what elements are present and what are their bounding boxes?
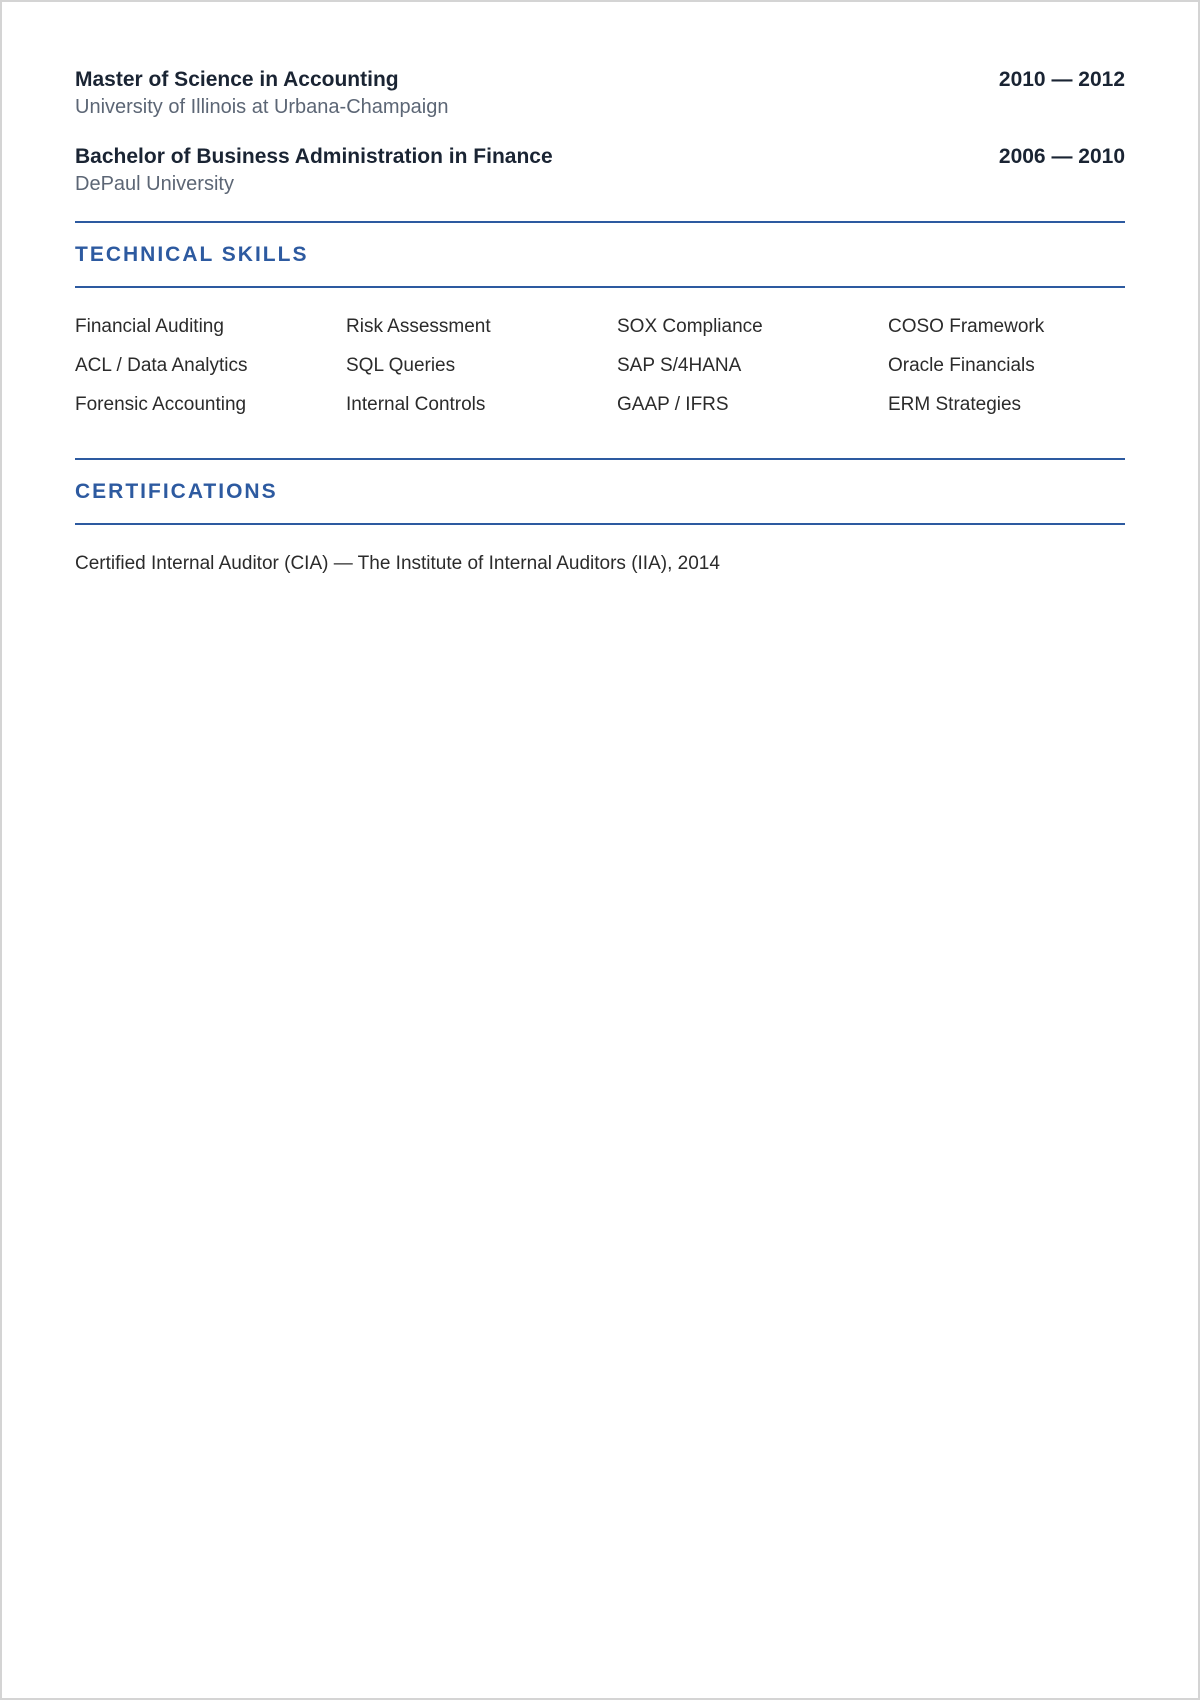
education-section [75, 66, 1125, 197]
skill-item: Forensic Accounting [75, 394, 247, 415]
certification-item: Certified Internal Auditor (CIA) — The Institute of Internal Auditors (IIA), 2014 [75, 553, 720, 574]
education-dates: 2006 — 2010 [998, 145, 1125, 168]
skill-item: Oracle Financials [888, 355, 1035, 376]
degree-title: Master of Science in Accounting [75, 68, 399, 91]
skill-item: Financial Auditing [75, 316, 224, 337]
skill-item: SQL Queries [346, 355, 456, 376]
skill-item: Risk Assessment [346, 316, 491, 337]
skill-item: GAAP / IFRS [617, 394, 729, 415]
skills-grid [75, 288, 1125, 458]
section-title-certifications: CERTIFICATIONS [75, 480, 278, 503]
education-entry-header [75, 143, 1125, 171]
certification-list [75, 525, 1125, 578]
skill-item: ERM Strategies [888, 394, 1022, 415]
section-title-technical-skills: TECHNICAL SKILLS [75, 243, 309, 266]
education-entry [75, 143, 1125, 197]
degree-title: Bachelor of Business Administration in Finance [75, 145, 553, 168]
skill-item: Internal Controls [346, 394, 486, 415]
education-entry [75, 66, 1125, 120]
school-name: University of Illinois at Urbana-Champaign [75, 96, 449, 118]
education-entry-header [75, 66, 1125, 94]
school-name: DePaul University [75, 173, 234, 195]
skill-item: SAP S/4HANA [617, 355, 742, 376]
skill-item: COSO Framework [888, 316, 1045, 337]
skill-item: SOX Compliance [617, 316, 763, 337]
skill-item: ACL / Data Analytics [75, 355, 248, 376]
certifications-section [75, 458, 1125, 578]
education-dates: 2010 — 2012 [998, 68, 1125, 91]
technical-skills-section [75, 221, 1125, 458]
